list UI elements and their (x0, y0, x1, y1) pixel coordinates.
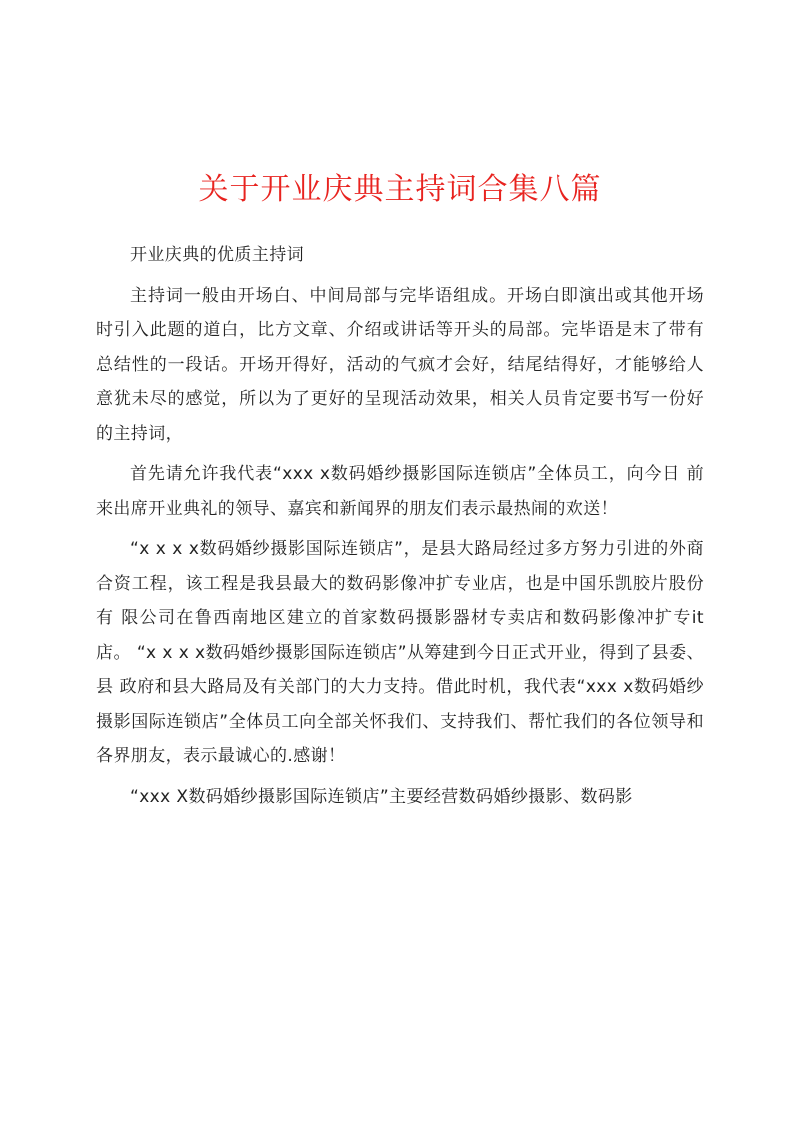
document-body (96, 238, 704, 820)
paragraph-subtitle: 开业庆典的优质主持词 (130, 245, 304, 265)
document-title: 关于开业庆典主持词合集八篇 (198, 172, 602, 207)
paragraph: “x x x x数码婚纱摄影国际连锁店”，是县大路局经过多方努力引进的外商 合资工程，该工程是我县最大的数码影像冲扩专业店，也是中国乐凯胶片股份有 限公司在鲁西南地区建立的首家数码摄影器材专卖店和数码影像冲扩专it店。 “x x x x数码婚纱摄影国际连锁店”从筹建到今日正式开业，得到了县委、县 政府和县大路局及有关部门的大力支持。借此时机，我代表“xxx x数码婚纱 摄影国际连锁店”全体员工向全部关怀我们、支持我们、帮忙我们的各位领导和 各界朋友，表示最诚心的.感谢！ (96, 539, 704, 766)
paragraph: 主持词一般由开场白、中间局部与完毕语组成。开场白即演出或其他开场时引入此题的道白，比方文章、介绍或讲话等开头的局部。完毕语是末了带有总结性的一段话。开场开得好，活动的气疯才会好，结尾结得好，才能够给人意犹未尽的感觉，所以为了更好的呈现活动效果，相关人员肯定要书写一份好的主持词， (96, 285, 704, 444)
paragraph: 首先请允许我代表“xxx x数码婚纱摄影国际连锁店”全体员工，向今日 前来出席开业典礼的领导、嘉宾和新闻界的朋友们表示最热闹的欢送！ (96, 464, 704, 519)
paragraph: “xxx X数码婚纱摄影国际连锁店”主要经营数码婚纱摄影、数码影 (130, 786, 633, 807)
